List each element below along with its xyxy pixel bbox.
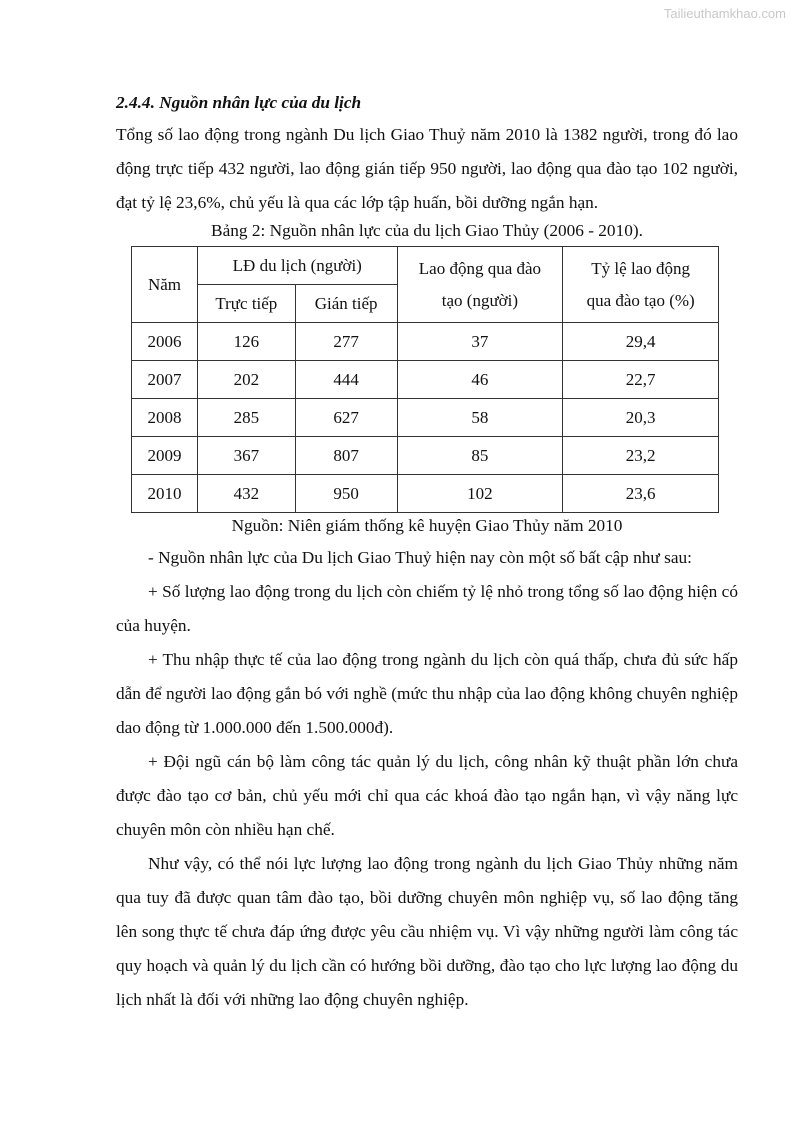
table-row [132,475,719,513]
table-cell: 277 [295,323,397,361]
table-row [132,323,719,361]
header-ratio: Tỷ lệ lao động qua đào tạo (%) [563,247,719,323]
table-cell: 22,7 [563,361,719,399]
header-trained: Lao động qua đào tạo (người) [397,247,563,323]
table-cell: 202 [197,361,295,399]
table-cell: 807 [295,437,397,475]
table-cell: 367 [197,437,295,475]
workforce-table [131,246,719,513]
paragraph: Như vậy, có thể nói lực lượng lao động trong ngành du lịch Giao Thủy những năm qua tuy đã được quan tâm đào tạo, bồi dưỡng chuyên môn nghiệp vụ, số lao động tăng lên song thực tế chưa đáp ứng được yêu cầu nhiệm vụ. Vì vậy những người làm công tác quy hoạch và quản lý du lịch cần có hướng bồi dưỡng, đào tạo cho lực lượng lao động du lịch nhất là đối với những lao động chuyên nghiệp. [116,854,738,1009]
table-source: Nguồn: Niên giám thống kê huyện Giao Thủy năm 2010 [231,516,623,535]
table-cell: 102 [397,475,563,513]
table-cell: 37 [397,323,563,361]
intro-paragraph: Tổng số lao động trong ngành Du lịch Giao Thuỷ năm 2010 là 1382 người, trong đó lao động trực tiếp 432 người, lao động gián tiếp 950 người, lao động qua đào tạo 102 người, đạt tỷ lệ 23,6%, chủ yếu là qua các lớp tập huấn, bồi dưỡng ngắn hạn. [116,125,738,212]
table-cell: 23,2 [563,437,719,475]
table-cell: 23,6 [563,475,719,513]
table-cell: 85 [397,437,563,475]
header-indirect: Gián tiếp [295,285,397,323]
table-cell: 2008 [132,399,198,437]
table-cell: 2007 [132,361,198,399]
header-year: Năm [132,247,198,323]
table-cell: 950 [295,475,397,513]
paragraph: + Thu nhập thực tế của lao động trong ngành du lịch còn quá thấp, chưa đủ sức hấp dẫn để người lao động gắn bó với nghề (mức thu nhập của lao động không chuyên nghiệp dao động từ 1.000.000 đến 1.500.000đ). [116,650,738,737]
table-cell: 627 [295,399,397,437]
table-cell: 58 [397,399,563,437]
table-header-row [132,247,719,285]
table-cell: 46 [397,361,563,399]
section-heading: 2.4.4. Nguồn nhân lực của du lịch [116,93,362,112]
paragraph: + Số lượng lao động trong du lịch còn chiếm tỷ lệ nhỏ trong tổng số lao động hiện có của huyện. [116,582,738,635]
table-row [132,399,719,437]
header-direct: Trực tiếp [197,285,295,323]
watermark: Tailieuthamkhao.com [663,6,786,21]
header-workers: LĐ du lịch (người) [197,247,397,285]
table-cell: 20,3 [563,399,719,437]
document-page [116,88,738,1017]
table-cell: 2009 [132,437,198,475]
paragraph: - Nguồn nhân lực của Du lịch Giao Thuỷ hiện nay còn một số bất cập như sau: [148,548,692,567]
paragraph: + Đội ngũ cán bộ làm công tác quản lý du lịch, công nhân kỹ thuật phần lớn chưa được đào tạo cơ bản, chủ yếu mới chỉ qua các khoá đào tạo ngắn hạn, vì vậy năng lực chuyên môn còn nhiều hạn chế. [116,752,738,839]
table-cell: 126 [197,323,295,361]
table-caption: Bảng 2: Nguồn nhân lực của du lịch Giao Thủy (2006 - 2010). [211,221,643,240]
table-row [132,437,719,475]
table-cell: 432 [197,475,295,513]
table-cell: 29,4 [563,323,719,361]
table-cell: 285 [197,399,295,437]
table-cell: 2010 [132,475,198,513]
table-row [132,361,719,399]
table-cell: 2006 [132,323,198,361]
table-cell: 444 [295,361,397,399]
